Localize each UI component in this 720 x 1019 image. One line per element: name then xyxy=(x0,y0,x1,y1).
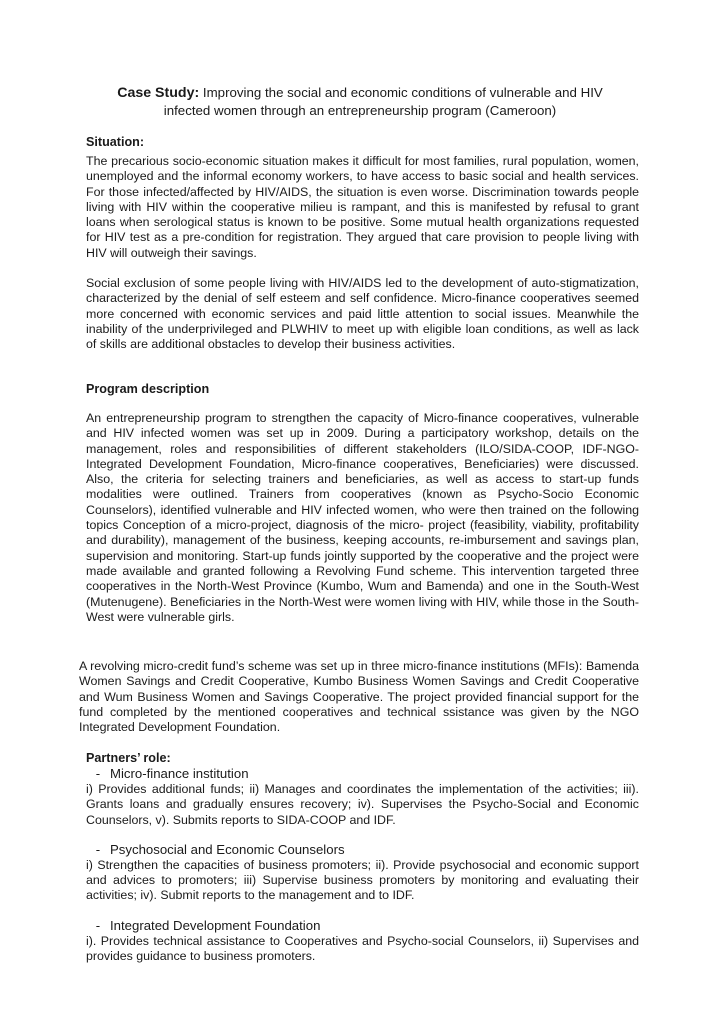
partner-description: i) Provides additional funds; ii) Manages and coordinates the implementation of the activities; iii). Grants loans and gradually ensures recovery; iv). Supervises the Psycho-Social and Economic Counselors, v). Submits reports to SIDA-COOP and IDF. xyxy=(86,782,639,827)
title-line-2: infected women through an entrepreneurship program (Cameroon) xyxy=(163,103,557,118)
situation-heading: Situation: xyxy=(86,135,145,149)
bullet-dash: - xyxy=(95,841,101,857)
partners-section xyxy=(86,750,639,964)
program-paragraph-2: A revolving micro-credit fund’s scheme was set up in three micro-finance institutions (MFIs): Bamenda Women Savings and Credit Cooperative, Kumbo Business Women Savings and Credit Cooperative and Wum Business Women and Savings Cooperative. The project provided financial support for the fund completed by the mentioned cooperatives and technical ssistance was given by the NGO Integrated Development Foundation. xyxy=(79,659,639,735)
partner-item xyxy=(86,918,639,965)
situation-paragraph-1: The precarious socio-economic situation makes it difficult for most families, rural population, women, unemployed and the informal economy workers, to have access to basic social and health services. For those infected/affected by HIV/AIDS, the situation is even worse. Discrimination towards people living with HIV within the cooperative milieu is rampant, and this is manifested by refusal to grant loans when serological status is known to be positive. Some mutual health organizations requested for HIV test as a pre-condition for registration. They argued that care provision to people living with HIV will outweigh their savings. xyxy=(86,154,639,260)
title-line-1: Improving the social and economic conditions of vulnerable and HIV xyxy=(202,85,603,100)
program-section xyxy=(86,381,639,625)
title-label: Case Study: xyxy=(117,85,200,101)
program-heading: Program description xyxy=(86,382,210,396)
partner-description: i) Strengthen the capacities of business promoters; ii). Provide psychosocial and economic support and advices to promoters; iii) Supervise business promoters by monitoring and evaluating their activities; iv). Submit reports to the management and to IDF. xyxy=(86,857,639,903)
partner-item xyxy=(86,766,639,828)
revolving-fund-section xyxy=(79,659,639,735)
partner-title: Micro-finance institution xyxy=(110,766,249,781)
program-paragraph-1: An entrepreneurship program to strengthen the capacity of Micro-finance cooperatives, vulnerable and HIV infected women was set up in 2009. During a participatory workshop, details on the management, roles and responsibilities of different stakeholders (ILO/SIDA-COOP, IDF-NGO-Integrated Development Foundation, Micro-finance cooperatives, Beneficiaries) were discussed. Also, the criteria for selecting trainers and beneficiaries, as well as access to start-up funds modalities were outlined. Trainers from cooperatives (known as Psycho-Socio Economic Counselors), identified vulnerable and HIV infected women, who were then trained on the following topics Conception of a micro-project, diagnosis of the micro- project (feasibility, viability, profitability and durability), management of the business, keeping accounts, re-imbursement and savings plan, supervision and monitoring. Start-up funds jointly supported by the cooperative and the project were made available and granted following a Revolving Fund scheme. This intervention targeted three cooperatives in the North-West Province (Kumbo, Wum and Bamenda) and one in the South-West (Mutenugene). Beneficiaries in the North-West were women living with HIV, while those in the South-West were vulnerable girls. xyxy=(86,411,639,624)
partner-title: Integrated Development Foundation xyxy=(110,917,321,933)
bullet-dash: - xyxy=(95,766,101,781)
partners-heading: Partners’ role: xyxy=(86,751,171,765)
partner-title: Psychosocial and Economic Counselors xyxy=(110,841,345,857)
document-title xyxy=(70,84,650,120)
partner-description: i). Provides technical assistance to Cooperatives and Psycho-social Counselors, ii) Supervises and provides guidance to business promoters. xyxy=(86,933,639,964)
situation-section xyxy=(86,134,639,353)
bullet-dash: - xyxy=(95,917,101,933)
partner-item xyxy=(86,842,639,904)
situation-paragraph-2: Social exclusion of some people living with HIV/AIDS led to the development of auto-stigmatization, characterized by the denial of self esteem and self confidence. Micro-finance cooperatives seemed more concerned with economic services and paid little attention to social issues. Meanwhile the inability of the underprivileged and PLWHIV to meet up with eligible loan conditions, as well as lack of skills are additional obstacles to develop their business activities. xyxy=(86,276,639,352)
